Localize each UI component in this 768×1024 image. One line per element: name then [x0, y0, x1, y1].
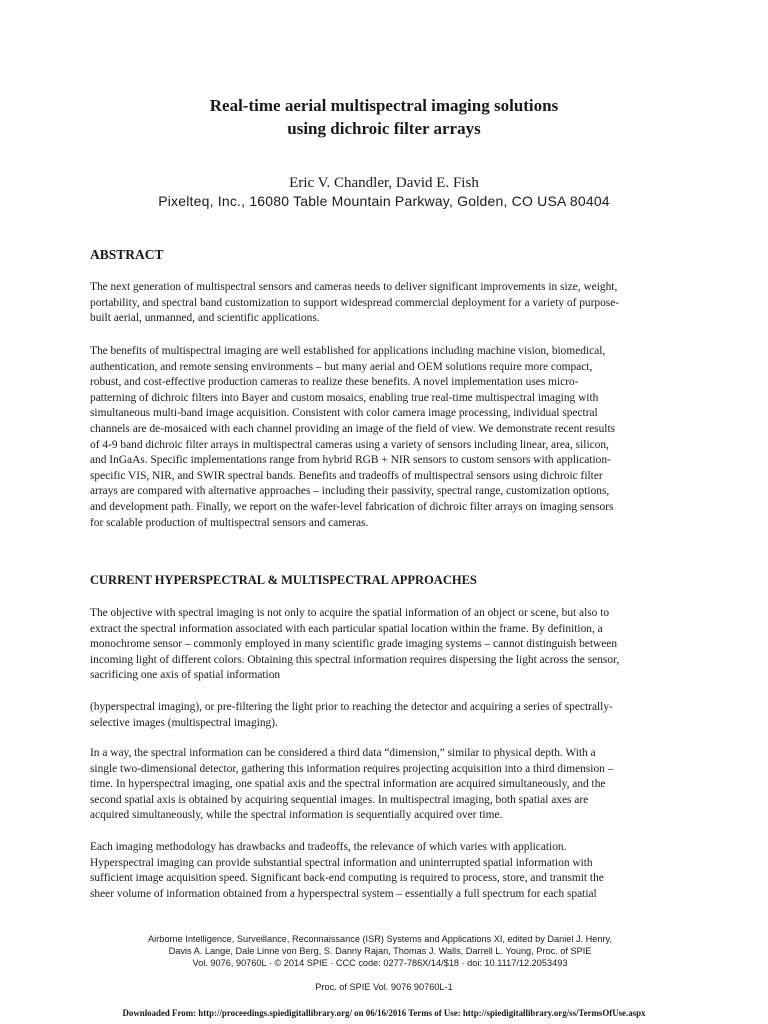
section-paragraph-4 — [90, 840, 682, 902]
section-paragraph-3 — [90, 746, 682, 824]
text-line: sacrificing one axis of spatial information — [90, 669, 281, 682]
citation-footer — [100, 933, 660, 969]
text-line: of 4-9 band dichroic filter arrays in multispectral cameras using a variety of sensors including linear, area, silicon, — [90, 438, 609, 451]
section-paragraph-2 — [90, 700, 682, 731]
text-line: and InGaAs. Specific implementations range from hybrid RGB + NIR sensors to custom sensors with application- — [90, 454, 611, 467]
text-line: selective images (multispectral imaging). — [90, 716, 278, 729]
citation-line: Davis A. Lange, Dale Linne von Berg, S. Danny Rajan, Thomas J. Walls, Darrell L. Young, Proc. of SPIE — [168, 946, 592, 956]
text-line: simultaneous multi-band image acquisition. Consistent with color camera image processing, individual spectral — [90, 407, 598, 420]
section-heading: CURRENT HYPERSPECTRAL & MULTISPECTRAL APPROACHES — [90, 573, 477, 587]
author-affiliation: Pixelteq, Inc., 16080 Table Mountain Parkway, Golden, CO USA 80404 — [158, 193, 610, 209]
text-line: The objective with spectral imaging is not only to acquire the spatial information of an object or scene, but also to — [90, 607, 610, 619]
text-line: specific VIS, NIR, and SWIR spectral bands. Benefits and tradeoffs of multispectral sensors using dichroic filter — [90, 469, 603, 482]
text-line: built aerial, unmanned, and scientific applications. — [90, 312, 320, 325]
download-notice: Downloaded From: http://proceedings.spiedigitallibrary.org/ on 06/16/2016 Terms of Use: http://spiedigitallibrary.org/ss/TermsOfUse.aspx — [122, 1008, 646, 1018]
text-line: monochrome sensor – commonly employed in many scientific grade imaging systems – cannot distinguish between — [90, 638, 618, 651]
text-line: patterning of dichroic filters into Bayer and custom mosaics, enabling true real-time multispectral imaging with — [90, 391, 599, 404]
text-line: single two-dimensional detector, gathering this information requires projecting acquisition into a third dimension – — [90, 762, 614, 775]
text-line: and development path. Finally, we report on the wafer-level fabrication of dichroic filter arrays on imaging sensors — [90, 500, 614, 513]
citation-line: Airborne Intelligence, Surveillance, Reconnaissance (ISR) Systems and Applications XI, edited by Daniel J. Henry, — [147, 934, 613, 944]
text-line: In a way, the spectral information can be considered a third data “dimension,” similar to physical depth. With a — [90, 747, 596, 759]
text-line: The next generation of multispectral sensors and cameras needs to deliver significant improvements in size, weight, — [90, 281, 618, 293]
author-names: Eric V. Chandler, David E. Fish — [289, 175, 479, 191]
citation-line: Vol. 9076, 90760L · © 2014 SPIE · CCC code: 0277-786X/14/$18 · doi: 10.1117/12.2053493 — [192, 958, 568, 968]
text-line: authentication, and remote sensing environments – but many aerial and OEM solutions require more compact, — [90, 360, 593, 373]
text-line: Each imaging methodology has drawbacks and tradeoffs, the relevance of which varies with application. — [90, 841, 567, 853]
text-line: channels are de-mosaiced with each channel providing an image of the field of view. We demonstrate recent results — [90, 422, 616, 435]
text-line: acquired simultaneously, while the spectral information is sequentially acquired over time. — [90, 809, 503, 822]
text-line: second spatial axis is obtained by acquiring sequential images. In multispectral imaging, both spatial axes are — [90, 793, 589, 806]
text-line: portability, and spectral band customization to support widespread commercial deployment for a variety of purpose- — [90, 296, 620, 309]
text-line: time. In hyperspectral imaging, one spatial axis and the spectral information are acquired simultaneously, and the — [90, 778, 606, 791]
text-line: sheer volume of information obtained from a hyperspectral system – essentially a full spectrum for each spatial — [90, 887, 597, 900]
text-line: incoming light of different colors. Obtaining this spectral information requires dispersing the light across the sensor, — [90, 653, 620, 666]
paper-title — [0, 94, 768, 140]
text-line: Hyperspectral imaging can provide substantial spectral information and uninterrupted spatial information with — [90, 856, 593, 869]
abstract-paragraph-1 — [90, 280, 682, 327]
title-line-1: Real-time aerial multispectral imaging solutions — [209, 96, 559, 115]
section-paragraph-1 — [90, 606, 682, 684]
text-line: extract the spectral information associated with each particular spatial location within the frame. By definition, a — [90, 622, 603, 635]
text-line: arrays are compared with alternative approaches – including their passivity, spectral range, customization options, — [90, 485, 610, 498]
abstract-paragraph-2 — [90, 344, 682, 531]
abstract-heading: ABSTRACT — [90, 247, 164, 262]
text-line: (hyperspectral imaging), or pre-filtering the light prior to reaching the detector and acquiring a series of spectrally- — [90, 701, 613, 713]
text-line: for scalable production of multispectral sensors and cameras. — [90, 516, 369, 529]
text-line: The benefits of multispectral imaging are well established for applications including machine vision, biomedical, — [90, 345, 606, 357]
text-line: sufficient image acquisition speed. Significant back-end computing is required to process, store, and transmit the — [90, 872, 604, 885]
author-block — [0, 174, 768, 210]
text-line: robust, and cost-effective production cameras to realize these benefits. A novel implementation uses micro- — [90, 376, 579, 389]
page-number-line: Proc. of SPIE Vol. 9076 90760L-1 — [315, 982, 453, 992]
title-line-2: using dichroic filter arrays — [287, 119, 481, 138]
